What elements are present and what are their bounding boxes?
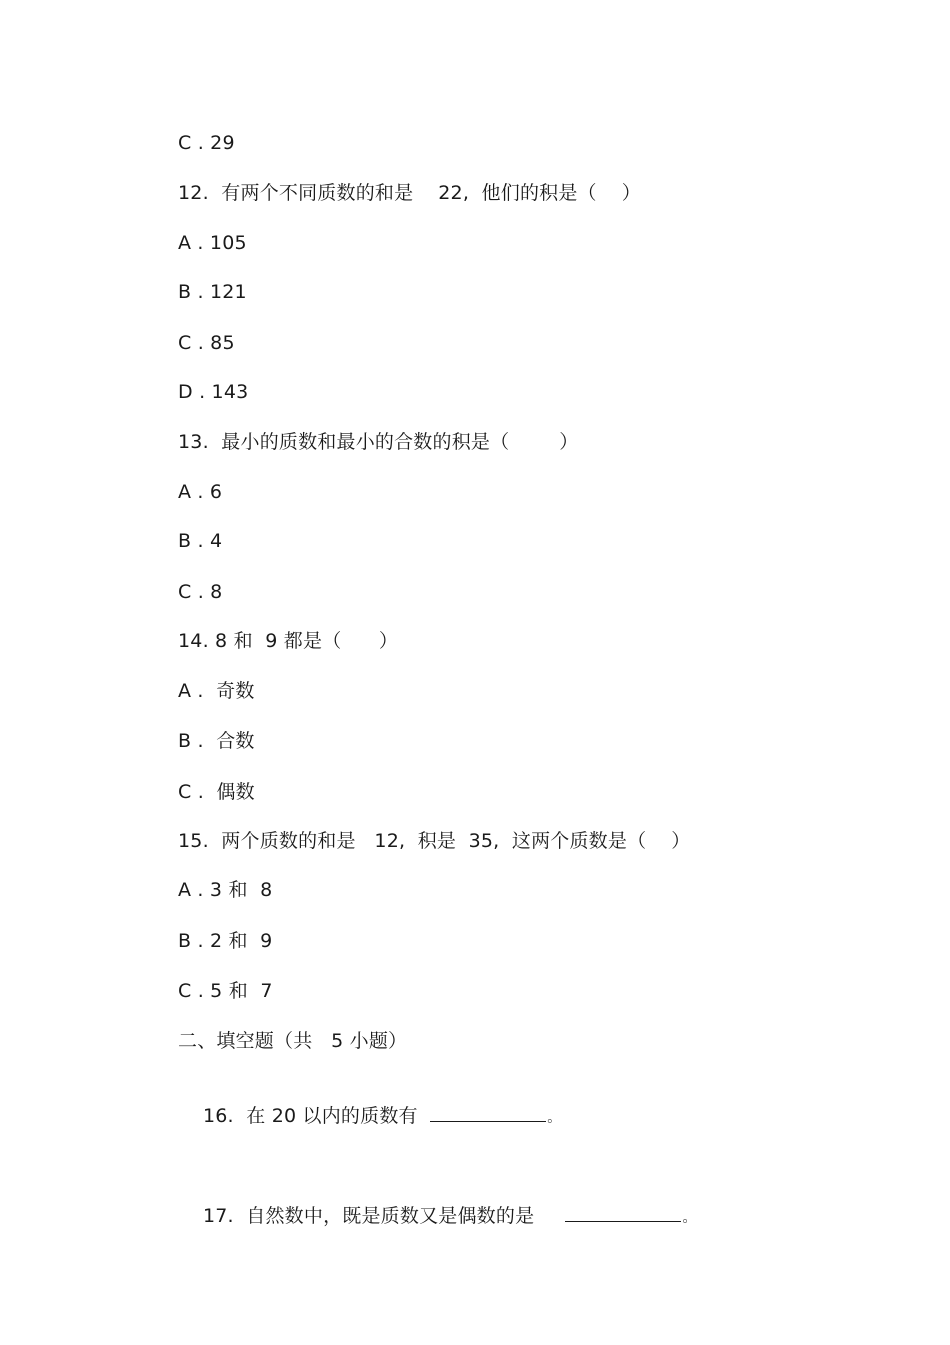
question-16-text: 16. 在 20 以内的质数有	[202, 1105, 431, 1127]
option-c-29: C . 29	[178, 132, 235, 154]
question-17-period: 。	[682, 1210, 697, 1226]
option-c-85: C . 85	[178, 332, 235, 354]
option-c-even: C . 偶数	[178, 781, 255, 803]
question-13: 13. 最小的质数和最小的合数的积是（ ）	[178, 431, 579, 453]
option-b-2-9: B . 2 和 9	[178, 930, 273, 952]
option-d-143: D . 143	[178, 381, 249, 403]
option-a-105: A . 105	[178, 232, 247, 254]
option-b-121: B . 121	[178, 281, 247, 303]
option-a-3-8: A . 3 和 8	[178, 879, 273, 901]
question-17-text: 17. 自然数中，既是质数又是偶数的是	[202, 1205, 566, 1227]
question-17	[178, 1179, 697, 1254]
question-12: 12. 有两个不同质数的和是 22, 他们的积是（ ）	[178, 182, 641, 204]
question-16-period: 。	[547, 1110, 562, 1126]
question-16	[178, 1079, 561, 1154]
answer-blank-17[interactable]	[565, 1203, 681, 1222]
answer-blank-16[interactable]	[430, 1103, 546, 1122]
option-b-4: B . 4	[178, 530, 223, 552]
question-15: 15. 两个质数的和是 12, 积是 35, 这两个质数是（ ）	[178, 830, 691, 852]
option-a-6: A . 6	[178, 481, 223, 503]
section-heading-fill-in: 二、填空题（共 5 小题）	[178, 1030, 408, 1052]
option-c-5-7: C . 5 和 7	[178, 980, 273, 1002]
option-b-composite: B . 合数	[178, 730, 255, 752]
question-14: 14. 8 和 9 都是（ ）	[178, 630, 399, 652]
option-a-odd: A . 奇数	[178, 680, 255, 702]
option-c-8: C . 8	[178, 581, 223, 603]
